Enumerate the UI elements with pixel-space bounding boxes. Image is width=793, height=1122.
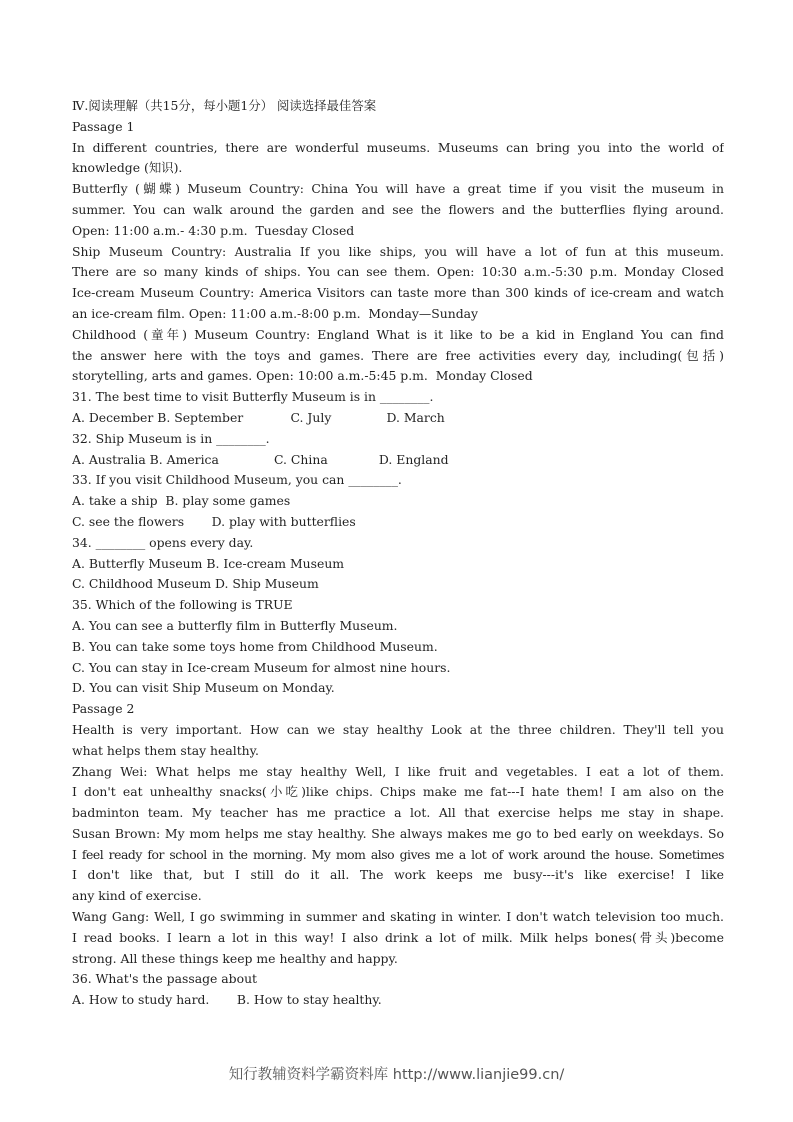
question-35-option: B. You can take some toys home from Childhood Museum. — [72, 638, 438, 654]
passage-2-line: strong. All these things keep me healthy and happy. — [72, 950, 398, 966]
question-36: 36. What's the passage about — [72, 971, 258, 987]
question-34: 34. ________ opens every day. — [72, 534, 254, 550]
passage-1-line: summer. You can walk around the garden and see the flowers and the butterflies flying around. — [72, 201, 724, 217]
question-34-options: C. Childhood Museum D. Ship Museum — [72, 576, 319, 592]
passage-2-line: I don't like that, but I still do it all. The work keeps me busy---it's like exercise! I like — [72, 867, 724, 883]
passage-1-line: the answer here with the toys and games. There are free activities every day, including(包括) — [72, 347, 724, 363]
question-32-options: A. Australia B. America C. China D. England — [72, 451, 449, 467]
question-35-option: A. You can see a butterfly film in Butterfly Museum. — [72, 617, 398, 633]
passage-1-line: an ice-cream film. Open: 11:00 a.m.-8:00 p.m. Monday—Sunday — [72, 305, 479, 321]
passage-2-line: any kind of exercise. — [72, 888, 202, 904]
passage-2-label: Passage 2 — [72, 701, 135, 717]
passage-1-line: Open: 11:00 a.m.- 4:30 p.m. Tuesday Closed — [72, 222, 355, 238]
question-35: 35. Which of the following is TRUE — [72, 597, 293, 613]
question-32: 32. Ship Museum is in ________. — [72, 430, 270, 446]
question-34-options: A. Butterfly Museum B. Ice-cream Museum — [72, 555, 345, 571]
question-33: 33. If you visit Childhood Museum, you can ________. — [72, 472, 402, 488]
section-heading: Ⅳ.阅读理解（共15分，每小题1分） 阅读选择最佳答案 — [72, 98, 377, 113]
passage-1-line: Ship Museum Country: Australia If you like ships, you will have a lot of fun at this museum. — [72, 243, 724, 259]
question-33-options: A. take a ship B. play some games — [72, 493, 291, 509]
passage-1-line: Childhood (童年) Museum Country: England What is it like to be a kid in England You can find — [72, 326, 724, 342]
passage-1-line: storytelling, arts and games. Open: 10:00 a.m.-5:45 p.m. Monday Closed — [72, 368, 533, 384]
question-36-options: A. How to study hard. B. How to stay healthy. — [72, 992, 382, 1008]
passage-2-line: Health is very important. How can we stay healthy Look at the three children. They'll tell you — [72, 721, 724, 737]
passage-2-line: Susan Brown: My mom helps me stay healthy. She always makes me go to bed early on weekdays. So — [72, 825, 724, 841]
passage-1-line: Butterfly (蝴蝶) Museum Country: China You will have a great time if you visit the museum in — [72, 181, 724, 197]
passage-1-line: knowledge (知识). — [72, 160, 183, 176]
question-35-option: D. You can visit Ship Museum on Monday. — [72, 680, 335, 696]
passage-1-line: Ice-cream Museum Country: America Visitors can taste more than 300 kinds of ice-cream and watch — [72, 285, 724, 301]
passage-1-line: There are so many kinds of ships. You can see them. Open: 10:30 a.m.-5:30 p.m. Monday Closed — [72, 264, 724, 280]
passage-2-line: badminton team. My teacher has me practice a lot. All that exercise helps me stay in shape. — [72, 805, 724, 821]
passage-2-line: I read books. I learn a lot in this way! I also drink a lot of milk. Milk helps bones(骨头)become — [72, 929, 724, 945]
passage-1-line: In different countries, there are wonderful museums. Museums can bring you into the world of — [72, 139, 724, 155]
question-31-options: A. December B. September C. July D. March — [72, 409, 445, 425]
passage-2-line: Zhang Wei: What helps me stay healthy Well, I like fruit and vegetables. I eat a lot of them. — [72, 763, 724, 779]
document-body — [72, 96, 724, 1011]
passage-1-label: Passage 1 — [72, 118, 135, 134]
question-31: 31. The best time to visit Butterfly Museum is in ________. — [72, 389, 434, 405]
footer-watermark: 知行教辅资料学霸资料库 http://www.lianjie99.cn/ — [228, 1067, 565, 1083]
question-35-option: C. You can stay in Ice-cream Museum for almost nine hours. — [72, 659, 451, 675]
passage-2-line: I feel ready for school in the morning. My mom also gives me a lot of work around the house. Sometimes — [72, 846, 724, 862]
question-33-options: C. see the flowers D. play with butterflies — [72, 513, 356, 529]
passage-2-line: what helps them stay healthy. — [72, 742, 259, 758]
passage-2-line: I don't eat unhealthy snacks(小吃)like chips. Chips make me fat---I hate them! I am also on the — [72, 784, 724, 800]
passage-2-line: Wang Gang: Well, I go swimming in summer and skating in winter. I don't watch television too much. — [72, 909, 724, 925]
